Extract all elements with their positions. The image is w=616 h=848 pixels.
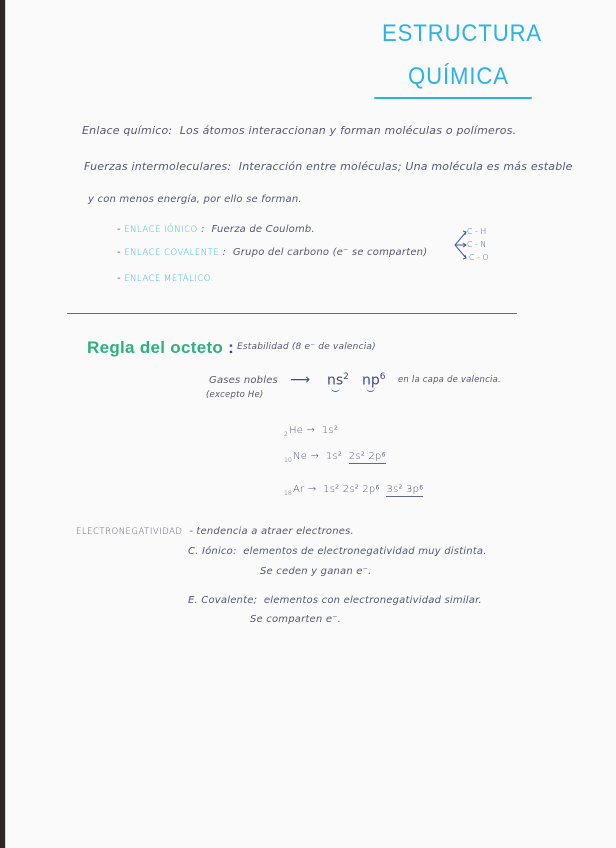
octet-heading-text: Regla del octeto: [87, 338, 224, 357]
separator: ;: [253, 595, 258, 606]
bond-type-metallic: [117, 273, 214, 284]
enlace-quimico-definition: [82, 124, 516, 137]
branch-cn: C - N: [467, 240, 487, 249]
bond-type-covalent: [117, 247, 427, 258]
bond-label-metallic: ENLACE METÁLICO.: [124, 274, 214, 284]
bond-type-ionic: [117, 224, 315, 235]
config-ne: [284, 451, 386, 464]
atomic-number: 10: [284, 457, 293, 464]
electron-config-core: 1s²: [325, 451, 343, 462]
octet-heading: [87, 338, 234, 358]
branch-co: C - O: [469, 253, 489, 262]
separator: :: [222, 247, 227, 258]
bond-text-ionic: Fuerza de Coulomb.: [211, 224, 315, 235]
electron-config-valence: 2s² 2p⁶: [348, 451, 386, 462]
config-he: [284, 425, 338, 438]
title-line-1: ESTRUCTURA: [382, 20, 543, 47]
enlace-quimico-text: Los átomos interaccionan y forman moléculas o polímeros.: [179, 124, 517, 137]
electron-config-core: 1s² 2s² 2p⁶: [323, 484, 380, 495]
covalent-label: E. Covalente: [188, 595, 254, 606]
arrow-icon: →: [306, 425, 316, 436]
arrow-icon: ⟶: [290, 372, 311, 388]
bond-label-covalent: ENLACE COVALENTE: [124, 248, 220, 258]
electron-config-valence: 3s² 3p⁶: [386, 484, 424, 495]
bullet-dash: -: [117, 273, 121, 284]
valence-text: en la capa de valencia.: [398, 375, 501, 385]
title-line-2: QUÍMICA: [408, 63, 509, 90]
separator: :: [201, 224, 205, 235]
atomic-number: 2: [284, 431, 289, 438]
electron-config: 1s²: [321, 425, 339, 436]
np-base: np: [362, 372, 380, 389]
ionic-bond-item: [188, 546, 487, 557]
octet-heading-colon: :: [228, 338, 235, 357]
ionic-text: elementos de electronegatividad muy distinta.: [243, 546, 487, 557]
electronegativity-definition: [76, 526, 354, 537]
element-symbol: Ne: [293, 451, 308, 462]
config-ar: [284, 484, 423, 497]
branch-arrows-icon: [452, 228, 468, 262]
fuerzas-text-2: y con menos energía, por ello se forman.: [88, 194, 302, 205]
element-symbol: He: [289, 425, 304, 436]
ns-base: ns: [327, 372, 344, 389]
bullet-dash: -: [117, 224, 121, 235]
np-exponent: 6: [379, 372, 386, 382]
ionic-label: C. Iónico: [188, 546, 233, 557]
bond-label-ionic: ENLACE IÓNICO: [124, 225, 198, 235]
ionic-sub: Se ceden y ganan e⁻.: [260, 566, 372, 577]
enlace-quimico-label: Enlace químico:: [82, 124, 173, 137]
electronegativity-text: - tendencia a atraer electrones.: [189, 526, 354, 537]
noble-gases-label: Gases nobles: [209, 375, 278, 386]
fuerzas-label: Fuerzas intermoleculares:: [84, 160, 232, 173]
bond-text-covalent: Grupo del carbono (e⁻ se comparten): [232, 247, 428, 258]
octet-subtitle: Estabilidad (8 e⁻ de valencia): [237, 342, 376, 352]
atomic-number: 18: [284, 490, 293, 497]
title-underline: [374, 97, 532, 99]
covalent-sub: Se comparten e⁻.: [250, 614, 342, 625]
branch-ch: C - H: [467, 227, 487, 236]
section-divider: [67, 313, 517, 314]
bullet-dash: -: [117, 247, 121, 258]
arrow-icon: →: [307, 484, 317, 495]
arrow-icon: →: [310, 451, 320, 462]
ns-exponent: 2: [343, 372, 349, 382]
covalent-text: elementos con electronegatividad similar.: [263, 595, 482, 606]
element-symbol: Ar: [293, 484, 305, 495]
electronegativity-label: ELECTRONEGATIVIDAD: [76, 527, 183, 537]
fuerzas-intermoleculares-definition: [84, 160, 573, 173]
noble-gases-note: (excepto He): [206, 390, 264, 400]
fuerzas-text-1: Interacción entre moléculas; Una molécula es más estable: [238, 160, 573, 173]
separator: :: [232, 546, 237, 557]
covalent-bond-item: [188, 595, 482, 606]
